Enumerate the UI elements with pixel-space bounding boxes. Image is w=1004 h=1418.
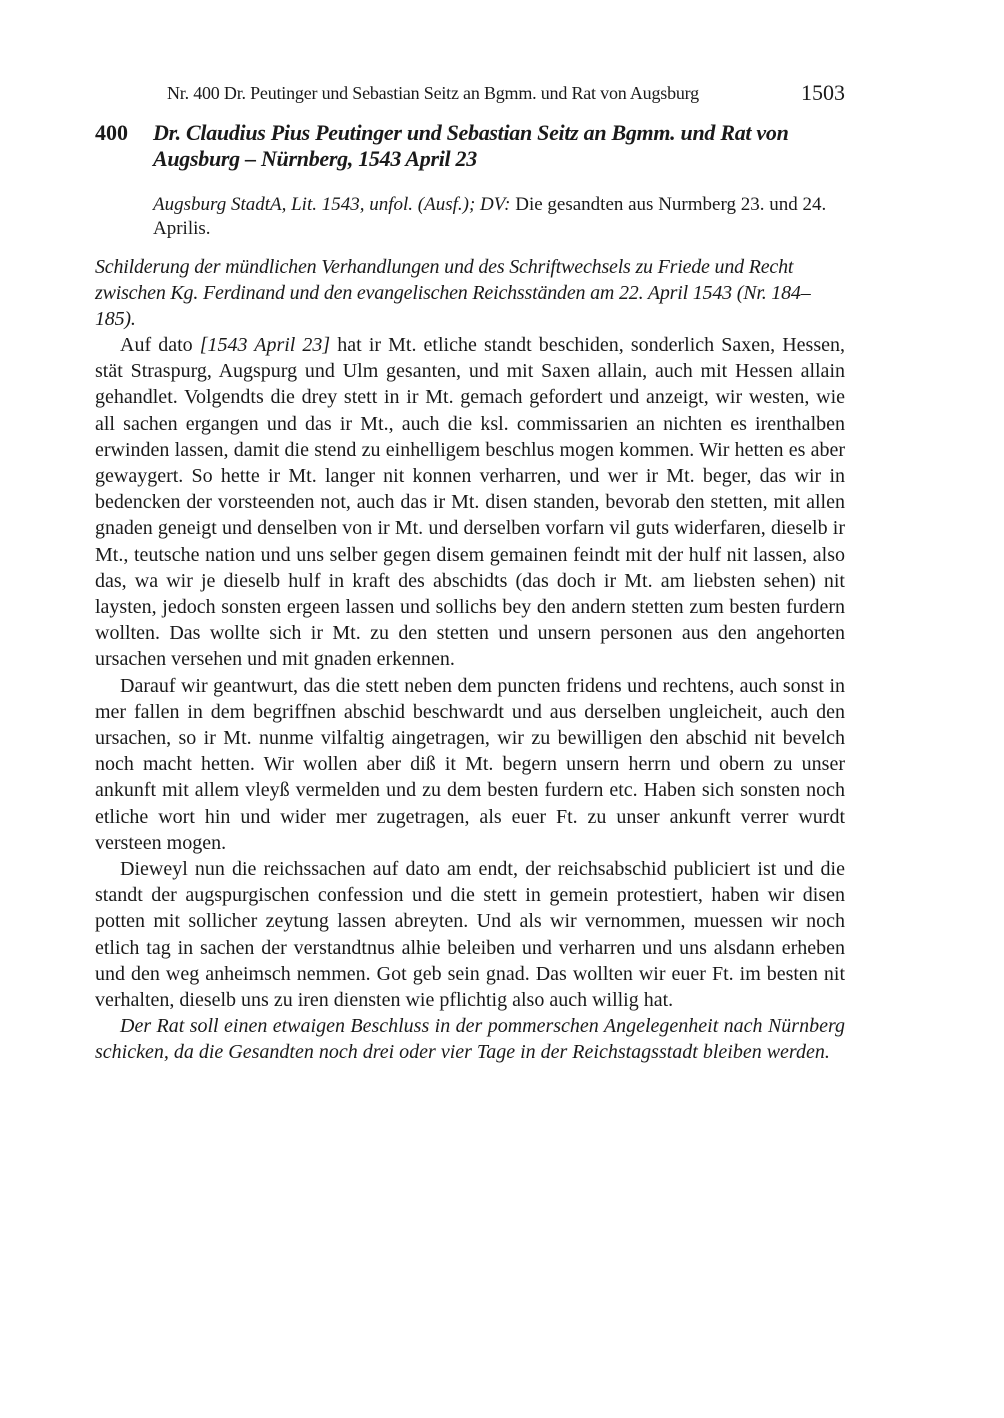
page-number: 1503	[801, 80, 845, 105]
closing-editorial-note: Der Rat soll einen etwaigen Beschluss in der pommerschen Angelegenheit nach Nürnberg schicken, da die Gesandten noch drei oder vier Tage in der Reichstagsstadt bleiben werden.	[95, 1015, 845, 1064]
running-head	[167, 80, 845, 108]
editorial-summary: Schilderung der mündlichen Verhandlungen und des Schriftwechsels zu Friede und Recht zwischen Kg. Ferdinand und den evangelischen Reichsständen am 22. April 1543 (Nr. 184–185).	[95, 256, 811, 331]
archive-reference: Augsburg StadtA, Lit. 1543, unfol. (Ausf.); DV:	[153, 194, 511, 215]
dorsal-note: Die gesandten aus Nurmberg 23. und 24. Aprilis.	[153, 194, 827, 239]
running-head-text: Nr. 400 Dr. Peutinger und Sebastian Seitz an Bgmm. und Rat von Augsburg	[167, 83, 699, 103]
document-body	[95, 332, 845, 1066]
source-citation	[153, 193, 845, 241]
paragraph-3: Dieweyl nun die reichssachen auf dato am endt, der reichsabschid publiciert ist und die standt der augspurgischen confession und die stett in gemein protestiert, haben wir disen potten mit sollicher zeytung lassen abreyten. Und als wir vernommen, muessen wir noch etlich tag in sachen der verstandtnus alhie beleiben und verharren und uns alsdann erheben und den weg anheimsch nemmen. Got geb sein gnad. Das wollten wir euer Ft. im besten nit verhalten, dieselb uns zu iren diensten wie pflichtig also auch willig hat.	[95, 858, 845, 1012]
paragraph-text: Auf dato	[120, 334, 200, 356]
document-title: Dr. Claudius Pius Peutinger und Sebastian Seitz an Bgmm. und Rat von Augsburg – Nürnberg, 1543 April 23	[153, 120, 789, 171]
paragraph-text: hat ir Mt. etliche standt beschiden, sonderlich Saxen, Hessen, stät Straspurg, Augspurg und Ulm gesanten, und mit Saxen allain, auch mit Hessen allain gehandlet. Volgendts die drey stett in ir Mt. gemach gefordert und anzeigt, wir westen, wie all sachen ergangen und das ir Mt., auch die ksl. commissarien an nichten es irenthalben erwinden lassen, damit die stend zu einhelligem beschlus mogen kommen. Wir hetten es aber gewaygert. So hette ir Mt. langer nit konnen verharren, und wer ir Mt. beger, das wir in bedencken der vorsteenden not, auch das ir Mt. disen standen, bevorab den stetten, mit allen gnaden geneigt und denselben von ir Mt. und derselben vorfarn vil guts widerfaren, dieselb ir Mt., teutsche nation und uns selber gegen disem gemainen feindt mit der hulf nit lassen, also das, wa wir je dieselb hulf in kraft des abschidts (das doch ir Mt. am liebsten sehen) nit laysten, jedoch sonsten ergeen lassen und sollichs bey den andern stetten zum besten furdern wollten. Das wollte sich ir Mt. zu den stetten und unsern personen aus den angehorten ursachen versehen und mit gnaden erkennen.	[95, 334, 845, 671]
paragraph-1	[95, 332, 845, 673]
document-number: 400	[95, 120, 128, 145]
paragraph-2: Darauf wir geantwurt, das die stett neben dem puncten fridens und rechtens, auch sonst in mer fallen in dem begriffnen abschid beschwardt und aus derselben ungleicheit, auch den ursachen, so ir Mt. nunme vilfaltig aingetragen, wir zu bewilligen den abschid nit bevelch noch macht hetten. Wir wollen aber diß it Mt. begern unsern herrn und obern zu unser ankunft mit allem vleyß vermelden und zu dem besten furdern etc. Haben sich sonsten noch etliche wort hin und wider mer zugetragen, als euer Ft. zu unser ankunft verrer wurdt versteen mogen.	[95, 674, 845, 854]
date-annotation: [1543 April 23]	[199, 334, 331, 356]
